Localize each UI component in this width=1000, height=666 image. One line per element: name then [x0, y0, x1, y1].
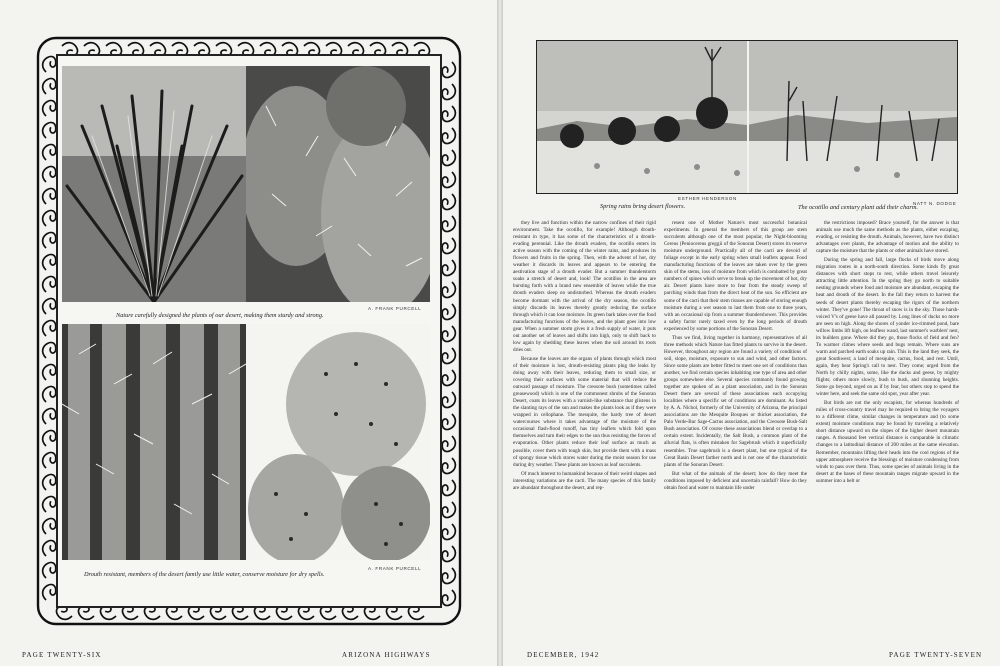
- magazine-title: ARIZONA HIGHWAYS: [342, 651, 431, 659]
- page-number-right: PAGE TWENTY-SEVEN: [889, 651, 983, 659]
- cactus-pads-photo: [246, 324, 430, 560]
- caption-right: The ocotillo and century plant add their charm.: [798, 204, 918, 211]
- issue-date: DECEMBER, 1942: [527, 651, 600, 659]
- desert-flowers-photo: [536, 40, 958, 194]
- text-column-1: [513, 220, 656, 645]
- photo-credit-top: A. FRANK PURCELL: [368, 306, 422, 311]
- paragraph: Thus we find, living together in harmony, representatives of all three methods which Nature has fitted plants to survive in the desert. However, throughout any region are found a variety of conditions of soil, slope, moisture, exposure to sun and wind, and other factors. Since some plants are better fitted to meet one set of conditions than another, we find certain species inhabiting one type of area and other groups somewhere else. Several species commonly found growing together are spoken of as a plant association, and in the Sonoran Desert there are several of these associations each occupying localities where a specific set of conditions are dominant. As listed by A. A. Nichol, formerly of the University of Arizona, the principal associations are the Mesquite Bosques or thicket association, the Palo Verde-Bur Sage-Cactus association, and the Creosote Bush-Salt Bush association. Of course these associations blend or overlap to a certain extent. Incidentally, the Salt Bush, a common plant of the alluvial flats, is often mistaken for Sagebrush which it superficially resembles. True sagebrush is a desert plant, but one typical of the Great Basin Desert farther north and is not one of the characteristic plants of the Sonoran Desert.: [664, 334, 807, 468]
- page-number-left: PAGE TWENTY-SIX: [22, 651, 102, 659]
- paragraph: Because the leaves are the organs of plants through which most of their moisture is lost, drouth-resisting plants plug the leaks by doing away with their leaves, reducing them to small size, or covering their surfaces with some material that will reduce the outward passage of moisture. The creosote bush (sometimes called greasewood) which is one of the commonest shrubs of the Sonoran Desert, coats its leaves with a varnish-like substance that glistens in the slanting rays of the sun and makes the plants look as if they were wrapped in cellophane. The mesquite, the hardy tree of desert watercourses where it takes advantage of the moisture of the occasional flash-flood runoff, has tiny leaflets which fold upon themselves and turn their edges to the sun thus resisting the forces of evaporation. Other plants reduce their leaf surface as much as possible, cover them with tough skin, but provide them with a mass of spongy tissue which stores water during the moist season for use during dry weather. These plants are known as leaf succulents.: [513, 355, 656, 468]
- paragraph: resent one of Mother Nature's most successful botanical experiments. In general the members of this group are stem succulents although one of the most popular, the Night-blooming Cereus (Peniocereus greggii of the Sonoran Desert) stores its reserve moisture underground. Practically all of the cacti are devoid of foliage except in the early spring when small leaflets appear. Food manufacturing functions of the leaves are taken over by the green skin of the stems, loss of moisture from which is combatted by great numbers of spines which serve to break up the movement of hot, dry air. Desert plants have more to fear from the steady sweep of parching winds than from the direct heat of the sun. So efficient are some of the cacti that their stem tissues are capable of storing enough moisture during a wet season to last them from one to three years, with an occasional sip from a summer thundershower. This provides a safety factor rarely taxed even by the long periods of drouth experienced by some portions of the Sonoran Desert.: [664, 220, 807, 332]
- paragraph: the restrictions imposed? Brace yourself, for the answer is that animals use much the same methods as the plants, either escaping, evading, or resisting the drouth. Animals, however, have two distinct advantages over plants, the advantage of motion and the ability to capture the moisture that the plants or other animals have stored.: [816, 220, 959, 255]
- paragraph: But birds are not the only escapists, for whereas hundreds of miles of cross-country travel may be required to bring the voyagers to a different clime, similar changes in temperature and (to some extent) moisture conditions may be found by traveling a relatively short distance upward on the slopes of the higher desert mountain ranges. A thousand feet vertical distance is comparable in climatic changes to a latitudinal distance of 200 miles at the same elevation. Remember, mountains lifting their heads into the cool regions of the upper atmosphere receive the blessings of moisture condensing from winds to pass over them. Thus, some species of animals living in the desert at the bases of these mountain ranges migrate upward in the summer into a belt or: [816, 400, 959, 484]
- prickly-pear-photo: [246, 66, 430, 302]
- text-column-2: [664, 220, 807, 645]
- paragraph: During the spring and fall, large flocks of birds move along migration routes in a north-south direction. Some kinds fly great distances with short stops to rest, while others travel leisurely attracting little attention. In the spring they go north to suitable nesting grounds where food and moisture are abundant, escaping the heat and drouth of the desert. In the fall they return to harvest the seeds of desert plants thereby escaping the rigors of the northern winter. They've gone! The throat of snow is in the sky. Those harsh-voiced V's of geese have all passed by. Long lines of ducks no more are seen on high. Along the shores of yonder ice-rimmed pond, bare willow limbs lift high, on leafless wand, last summer's warblers' nest, its builders gone. Where did they go, those flocks of field and fen? To warmer climes where seeds and bugs remain. Where suns are warm and parched earth soaks up rain. This is the land they seek, the great Southwest; a land of mesquite, cactus, food, and rest. Until, again, they hear Spring's call to nest. They come; urged from the North by chilly nights, some, like the ducks and geese, by mighty flights; others more slowly, bush to bush, and shunning heights. Some go beyond, urged on as if by fear, but others stop to spend the winter here, and seek the same old spot, year after year.: [816, 257, 959, 398]
- paragraph: But what of the animals of the desert; how do they meet the conditions imposed by deficient and uncertain rainfall? How do they obtain food and water to maintain life under: [664, 470, 807, 491]
- caption-top: Nature carefully designed the plants of our desert, making them sturdy and strong.: [116, 312, 324, 319]
- yucca-photo: [62, 66, 246, 302]
- paragraph: they live and function within the narrow confines of their rigid environment. Take the ocotillo, for example! Although drouth-resistant in type, it has some of the characteristics of a drouth-evading perennial. Like the drouth evaders, the ocotillo enters its active season with the coming of the winter rains, and produces its flowers and fruits in the spring. Then, with the advent of hot, dry weather it discards its leaves and appears to be entering the aestivation stage of a drouth evader. But a summer thunderstorm soaks a stretch of desert and, look! The ocotillos in the area are bursting forth with a brand new ensemble of leaves while the true drouth evaders sleep on undisturbed. Whereas the drouth evaders become dormant with the arrival of the dry season, the ocotillo simply discards its leaves thereby greatly reducing the surface through which it can lose moisture. Its green bark takes over the food manufacturing functions of the leaves, and the plant goes into low gear. When a summer storm gives it a fresh supply of water, it puts out another set of leaves and shifts into high, only to shift back to low again by shedding these leaves when the soil around its roots dries out.: [513, 220, 656, 353]
- photo-credit-right: NATT N. DODGE: [913, 201, 957, 206]
- text-column-3: [816, 220, 959, 645]
- photo-credit-left: ESTHER HENDERSON: [678, 196, 737, 201]
- left-page: [0, 0, 497, 666]
- photo-credit-bottom: A. FRANK PURCELL: [368, 566, 422, 571]
- caption-left: Spring rains bring desert flowers.: [600, 203, 686, 210]
- paragraph: Of much interest to humankind because of their weird shapes and interesting variations are the cacti. The many species of this family are abundant throughout the desert, and rep-: [513, 470, 656, 491]
- right-page: [503, 0, 1000, 666]
- saguaro-ribs-photo: [62, 324, 246, 560]
- caption-bottom: Drouth resistant, members of the desert family use little water, conserve moisture for dry spells.: [84, 571, 325, 578]
